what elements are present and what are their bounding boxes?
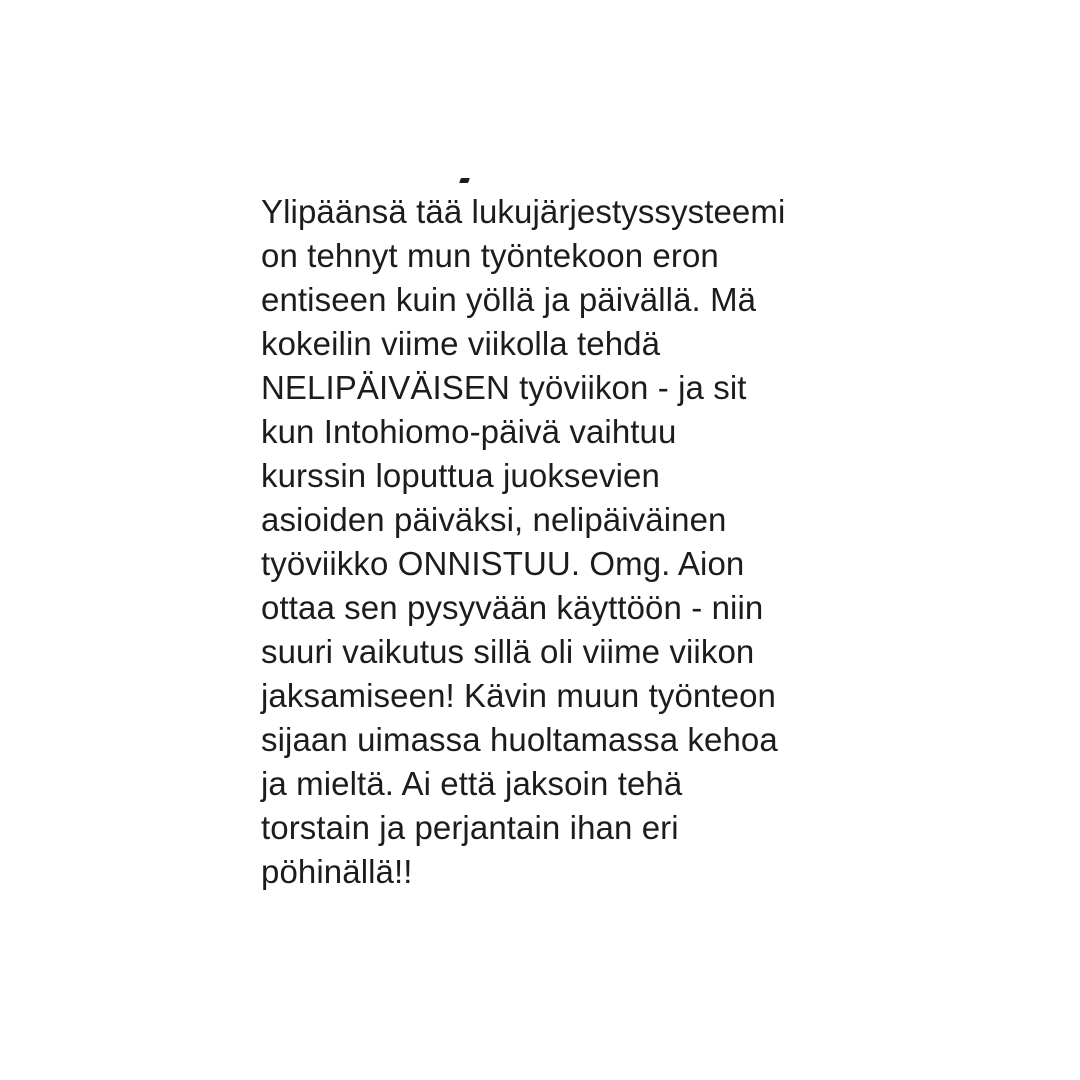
testimonial-line: kun Intohiomo-päivä vaihtuu xyxy=(261,413,677,450)
testimonial-line: kurssin loputtua juoksevien xyxy=(261,457,660,494)
testimonial-line: asioiden päiväksi, nelipäiväinen xyxy=(261,501,727,538)
testimonial-line: ottaa sen pysyvään käyttöön - niin xyxy=(261,589,764,626)
testimonial-line: suuri vaikutus sillä oli viime viikon xyxy=(261,633,755,670)
testimonial-line: kokeilin viime viikolla tehdä xyxy=(261,325,661,362)
testimonial-line: työviikko ONNISTUU. Omg. Aion xyxy=(261,545,745,582)
testimonial-line: torstain ja perjantain ihan eri xyxy=(261,809,679,846)
testimonial-line: NELIPÄIVÄISEN työviikon - ja sit xyxy=(261,369,747,406)
testimonial-line: jaksamiseen! Kävin muun työnteon xyxy=(261,677,776,714)
testimonial-line: pöhinällä!! xyxy=(261,853,413,890)
testimonial-line: sijaan uimassa huoltamassa kehoa xyxy=(261,721,778,758)
testimonial-line: on tehnyt mun työntekoon eron xyxy=(261,237,719,274)
cropped-glyph-mark xyxy=(459,178,470,183)
testimonial-text xyxy=(261,190,861,894)
testimonial-line: Ylipäänsä tää lukujärjestyssysteemi xyxy=(261,193,786,230)
testimonial-line: entiseen kuin yöllä ja päivällä. Mä xyxy=(261,281,757,318)
testimonial-line: ja mieltä. Ai että jaksoin tehä xyxy=(261,765,683,802)
